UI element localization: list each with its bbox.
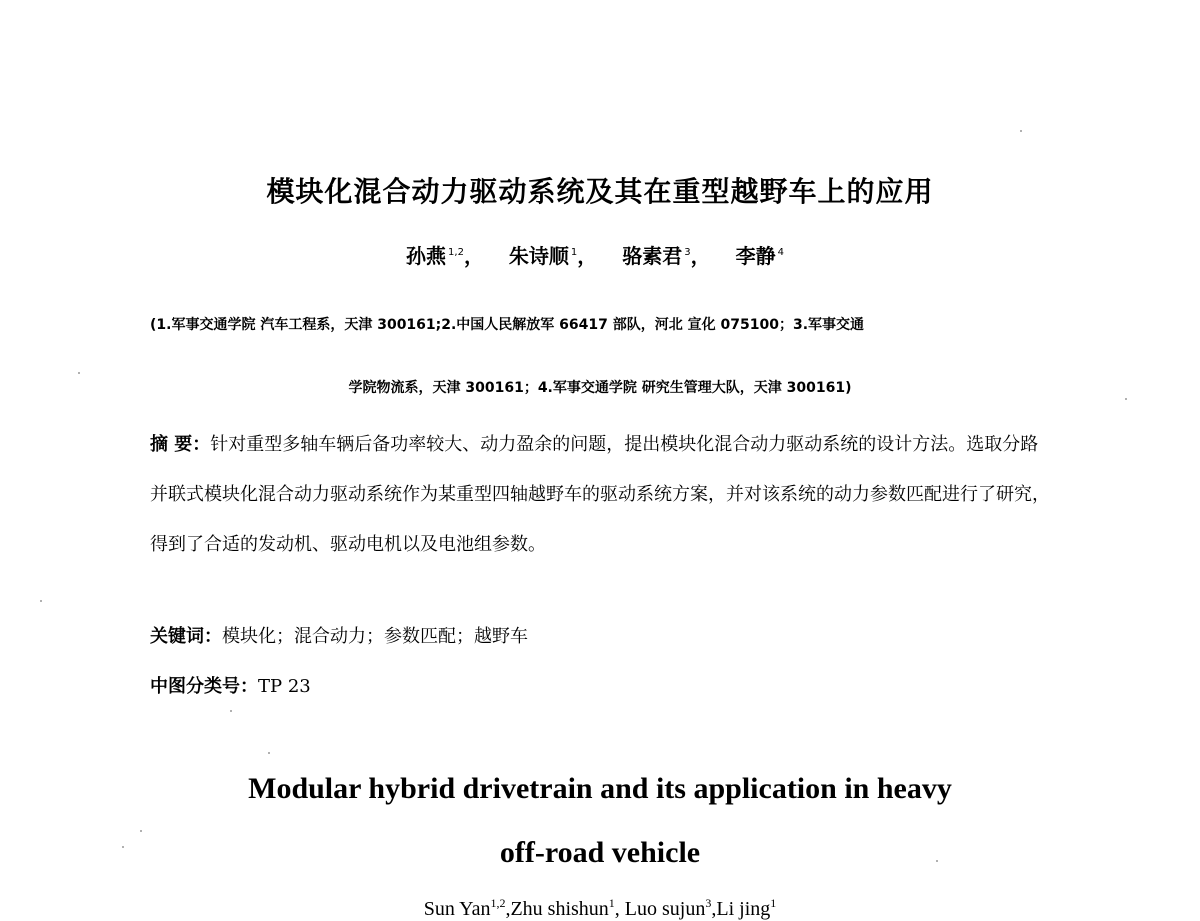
author-affiliation-mark-en: 1,2 [490,896,506,910]
author-item-en [510,898,624,920]
author-item [736,240,794,269]
author-separator: ， [690,244,711,268]
author-separator: ， [577,244,598,268]
classification-label: 中图分类号： [150,676,258,697]
scan-speck [78,372,80,374]
author-separator-en: , [614,898,625,920]
paper-title-chinese: 模块化混合动力驱动系统及其在重型越野车上的应用 [266,175,934,208]
scan-speck [140,830,142,832]
scan-speck [1125,398,1127,400]
author-affiliation-mark: 1,2 [448,247,464,258]
author-name: 骆素君 [622,244,683,268]
keywords-text: 模块化；混合动力；参数匹配；越野车 [222,626,528,647]
author-item-en [625,898,717,920]
author-list-english [0,896,1200,921]
classification-code: TP 23 [258,676,311,697]
author-name: 孙燕 [406,244,447,268]
affiliation-line-1: (1.军事交通学院 汽车工程系，天津 300161;2.中国人民解放军 66417 部队，河北 宣化 075100；3.军事交通 [150,317,865,333]
keywords-label: 关键词： [150,626,222,647]
paper-title-english-line-1: Modular hybrid drivetrain and its application in heavy [248,772,952,805]
scan-speck [40,600,42,602]
author-name: 李静 [735,244,776,268]
abstract-paragraph [150,420,1050,570]
author-separator-en: , [505,898,511,920]
scan-speck [268,752,270,754]
author-separator: ， [463,244,484,268]
scan-speck [122,846,124,848]
author-affiliation-mark-en: 3 [705,896,712,910]
classification-line [150,672,311,698]
author-item [509,240,607,269]
affiliation-line-2: 学院物流系，天津 300161；4.军事交通学院 研究生管理大队，天津 300161) [348,380,852,396]
scan-speck [230,710,232,712]
author-affiliation-mark: 4 [777,247,784,258]
author-name-en: Li jing [716,898,771,920]
author-item [622,240,720,269]
paper-title-english-line-2: off-road vehicle [499,836,701,869]
scan-speck [1020,130,1022,132]
author-affiliation-mark: 3 [684,247,691,258]
abstract-text: 针对重型多轴车辆后备功率较大、动力盈余的问题，提出模块化混合动力驱动系统的设计方法。选取分路并联式模块化混合动力驱动系统作为某重型四轴越野车的驱动系统方案，并对该系统的动力参数匹配进行了研究，得到了合适的发动机、驱动电机以及电池组参数。 [150,434,1050,555]
author-name-en: Zhu shishun [510,898,609,920]
author-item-en [424,898,511,920]
author-affiliation-mark: 1 [570,247,578,258]
author-item-en [716,898,776,920]
author-item [406,240,494,269]
scan-speck [936,860,938,862]
author-name-en: Sun Yan [423,898,491,920]
keywords-line [150,622,528,648]
author-list-chinese [0,240,1200,269]
abstract-label: 摘 要： [150,434,211,455]
author-affiliation-mark-en: 1 [608,896,615,910]
author-name: 朱诗顺 [508,244,569,268]
author-separator-en: , [711,898,717,920]
author-name-en: Luo sujun [624,898,706,920]
author-affiliation-mark-en: 1 [770,896,777,910]
